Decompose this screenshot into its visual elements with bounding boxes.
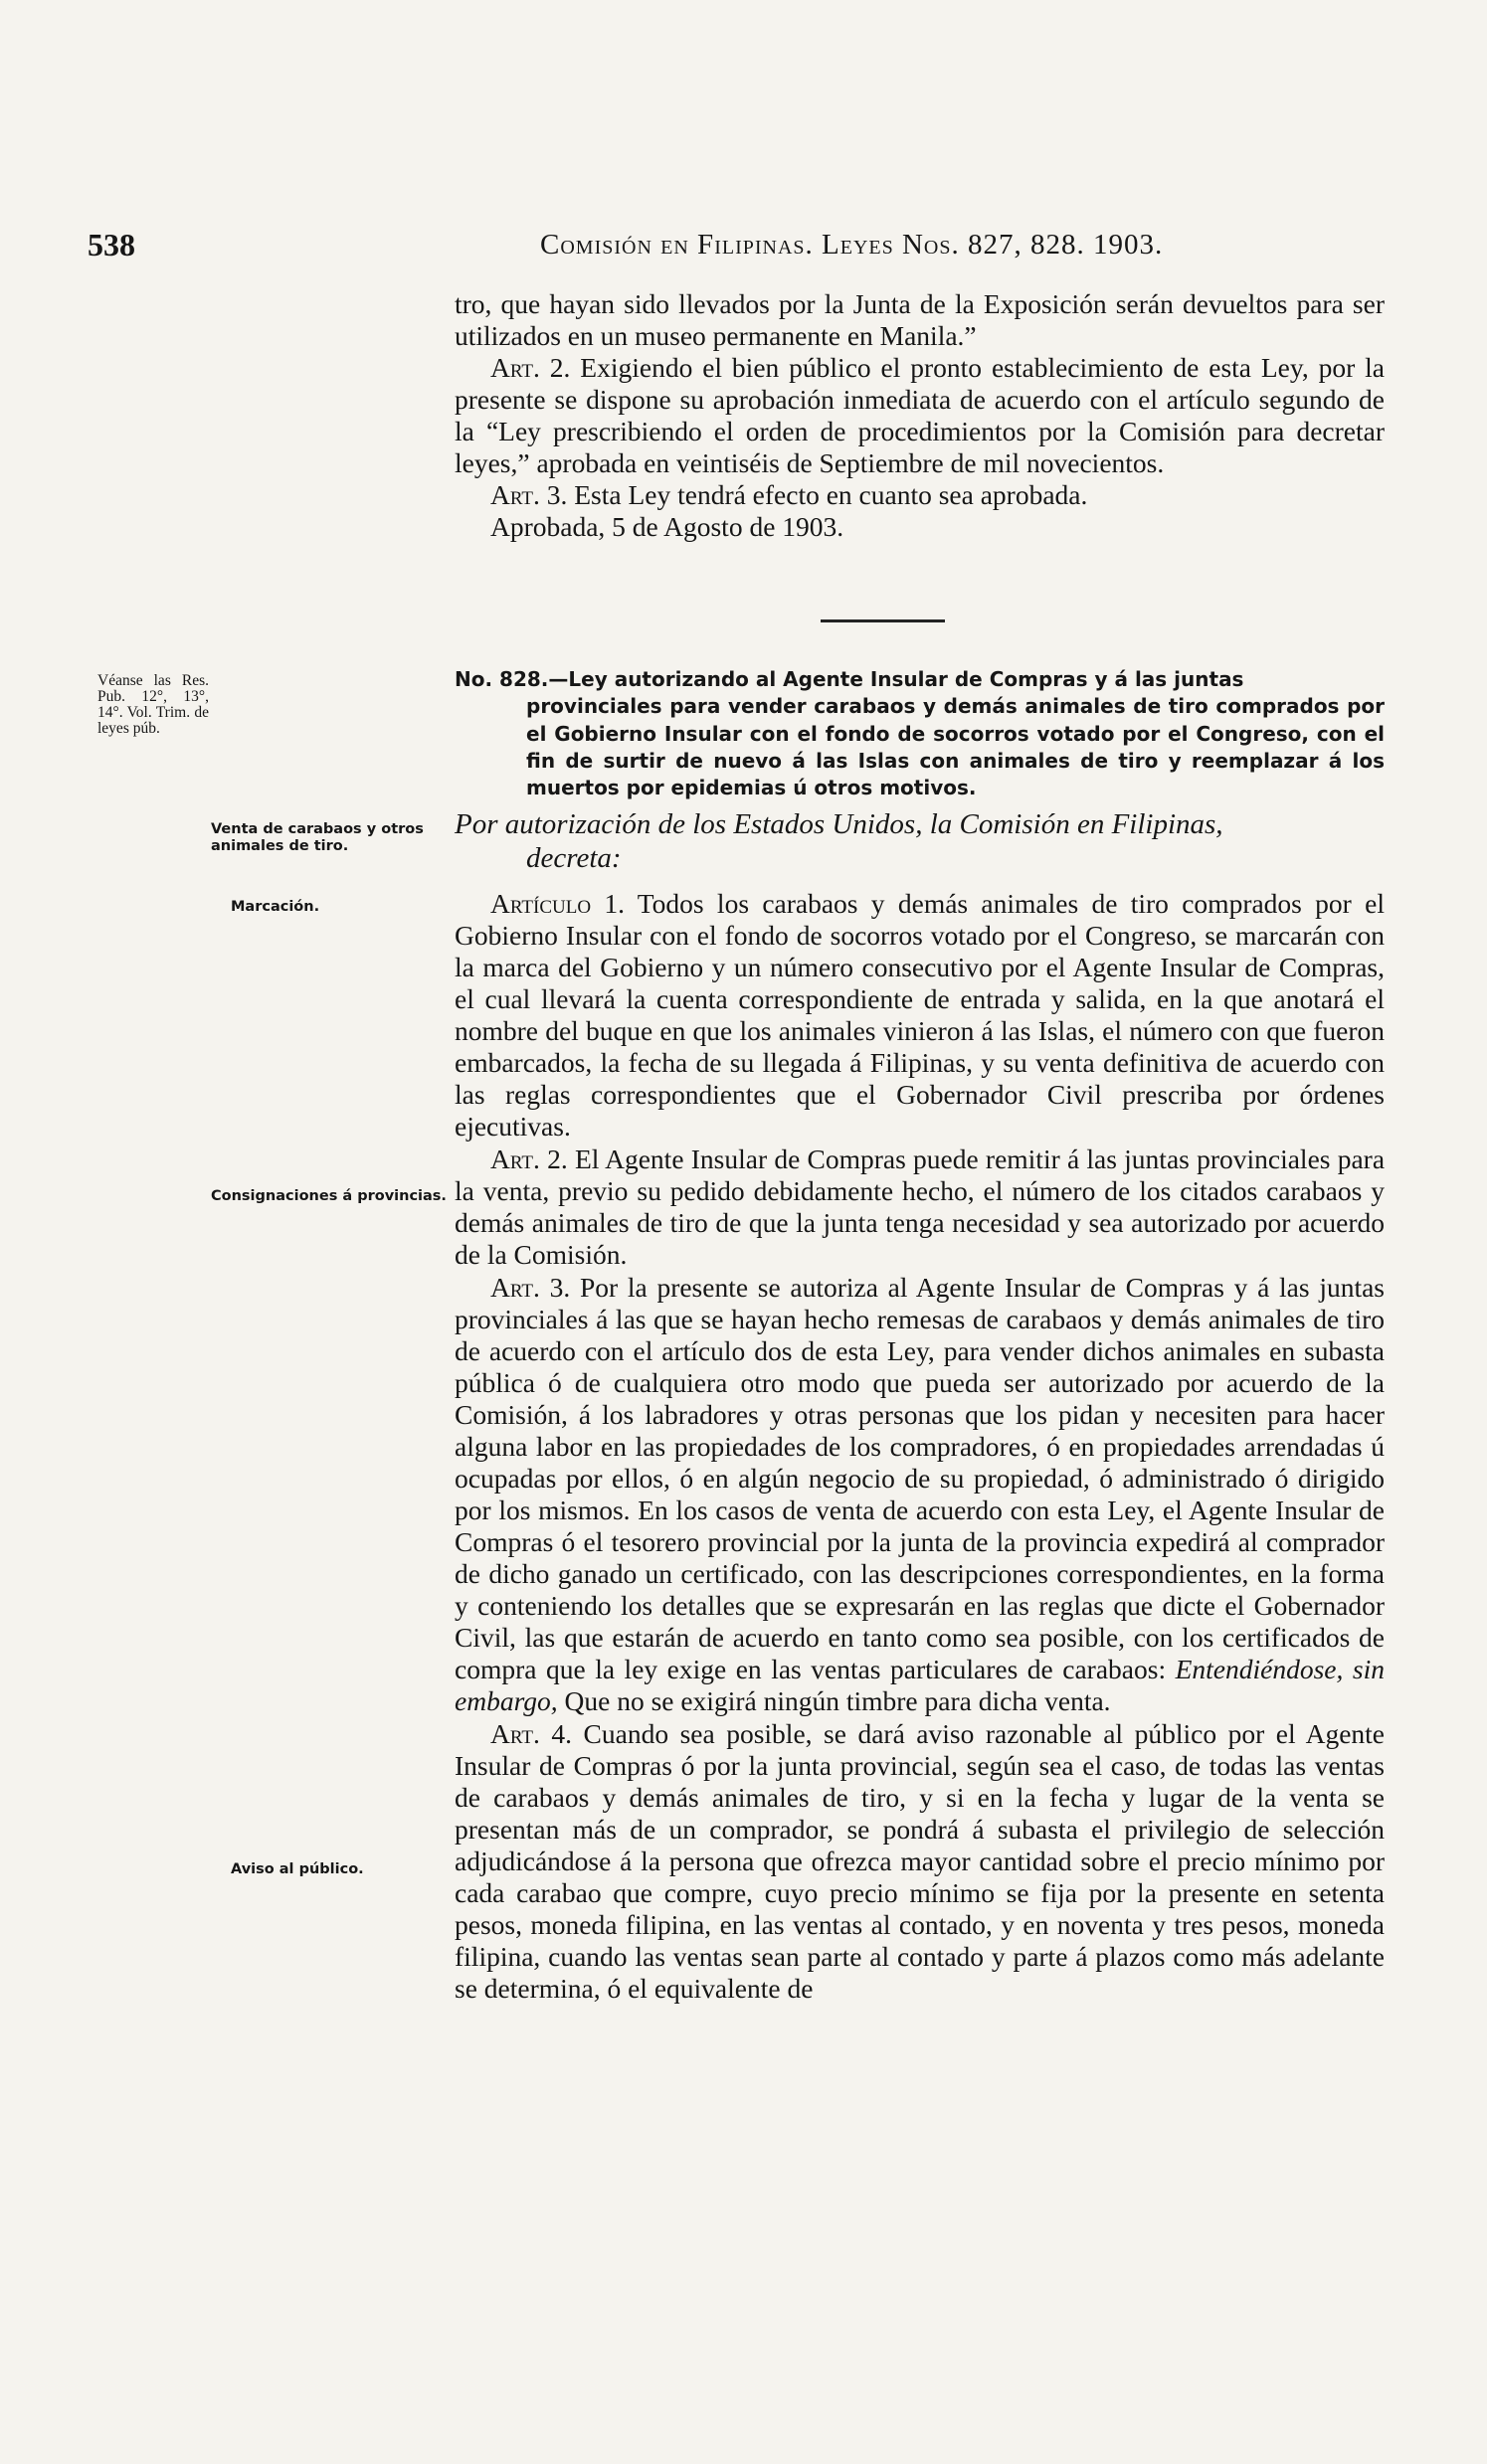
law-articles (455, 888, 1385, 2006)
margin-note-marking: Marcación. (231, 899, 320, 915)
page-number: 538 (88, 227, 135, 263)
article-text: Todos los carabaos y demás animales de tiro comprados por el Gobierno Insular con el fondo de socorros votado por el Congreso, se marcarán con la marca del Gobierno y un número consecutivo por el Agente Insular de Compras, el cual llevará la cuenta correspondiente de entrada y salida, en la que anotará el nombre del buque en que los animales vinieron á las Islas, el número con que fueron embarcados, la fecha de su llegada á Filipinas, y su venta definitiva de acuerdo con las reglas correspondientes que el Gobernador Civil prescriba por órdenes ejecutivas. (455, 888, 1385, 1142)
enacting-line-2: decreta: (526, 842, 622, 874)
article-label: Art. 2. (490, 1144, 568, 1174)
article-2 (455, 1144, 1385, 1271)
article-3 (455, 1272, 1385, 1717)
carryover-article-3 (455, 479, 1385, 511)
section-divider (821, 619, 945, 622)
proviso-text: Que no se exigirá ningún timbre para dicha venta. (564, 1685, 1111, 1716)
article-text: El Agente Insular de Compras puede remitir á las juntas provinciales para la venta, previo su pedido debidamente hecho, el número de los citados carabaos y demás animales de tiro de que la junta tenga necesidad y sea autorizado por acuerdo de la Comisión. (455, 1144, 1386, 1270)
page-header (88, 227, 1321, 270)
article-label: Art. 3. (490, 479, 568, 510)
law-title-rest: provinciales para vender carabaos y demás animales de tiro comprados por el Gobierno Insular con el fondo de socorros votado por el Congreso, con el fin de surtir de nuevo á las Islas con animales de tiro y reemplazar á los muertos por epidemias ú otros motivos. (526, 694, 1385, 800)
proviso: Entendiéndose, sin embargo, (455, 1654, 1385, 1716)
article-label: Art. 3. (490, 1272, 571, 1303)
enacting-clause (455, 807, 1385, 875)
article-label: Art. 4. (490, 1718, 573, 1749)
article-text: Por la presente se autoriza al Agente Insular de Compras y á las juntas provinciales á las que se hayan hecho remesas de carabaos y demás animales de tiro de acuerdo con el artículo dos de esta Ley, para vender dichos animales en subasta pública ó de cualquiera otro modo que pueda ser autorizado por acuerdo de la Comisión, á los labradores y otras personas que los pidan y necesiten para hacer alguna labor en las propiedades de los compradores, ó en propiedades arrendadas ú ocupadas por ellos, ó en algún negocio de su propiedad, ó administrado ó dirigido por los mismos. En los casos de venta de acuerdo con esta Ley, el Agente Insular de Compras ó el tesorero provincial por la junta de la provincia expedirá al comprador de dicho ganado un certificado, con las descripciones correspondientes, en la forma y conteniendo los detalles que se expresarán en las reglas que dicte el Gobernador Civil, las que estarán de acuerdo en tanto como sea posible, con los certificados de compra que la ley exige en las ventas particulares de carabaos: (455, 1272, 1386, 1684)
carryover-article-2 (455, 352, 1385, 479)
law-title (455, 666, 1385, 801)
margin-note-public-notice: Aviso al público. (231, 1861, 364, 1877)
article-4 (455, 1718, 1385, 2005)
approval-date: Aprobada, 5 de Agosto de 1903. (490, 511, 844, 542)
law-title-first-line: —Ley autorizando al Agente Insular de Compras y á las juntas (548, 667, 1244, 691)
carryover-paragraph: tro, que hayan sido llevados por la Junta de la Exposición serán devueltos para ser utilizados en un museo permanente en Manila.” (455, 288, 1385, 351)
margin-note-sale: Venta de carabaos y otros animales de tiro. (211, 821, 424, 854)
article-label: Art. 2. (490, 352, 571, 383)
law-number: No. 828. (455, 667, 549, 691)
article-text: Esta Ley tendrá efecto en cuanto sea aprobada. (574, 479, 1088, 510)
margin-note-references: Véanse las Res. Pub. 12°, 13°, 14°. Vol. Trim. de leyes púb. (97, 672, 209, 737)
article-1 (455, 888, 1385, 1143)
article-label: Artículo 1. (490, 888, 625, 919)
previous-law-conclusion (455, 288, 1385, 543)
running-head: Comisión en Filipinas. Leyes Nos. 827, 828. 1903. (540, 229, 1164, 261)
margin-note-consignments: Consignaciones á provincias. (211, 1188, 447, 1204)
enacting-line-1: Por autorización de los Estados Unidos, la Comisión en Filipinas, (455, 808, 1223, 840)
article-text: Exigiendo el bien público el pronto establecimiento de esta Ley, por la presente se dispone su aprobación inmediata de acuerdo con el artículo segundo de la “Ley prescribiendo el orden de procedimientos por la Comisión para decretar leyes,” aprobada en veintiséis de Septiembre de mil novecientos. (455, 352, 1385, 478)
article-text: Cuando sea posible, se dará aviso razonable al público por el Agente Insular de Compras ó por la junta provincial, según sea el caso, de todas las ventas de carabaos y demás animales de tiro, y si en la fecha y lugar de la venta se presentan más de un comprador, se pondrá á subasta el privilegio de selección adjudicándose á la persona que ofrezca mayor cantidad sobre el precio mínimo por cada carabao que compre, cuyo precio mínimo se fija por la presente en setenta pesos, moneda filipina, en las ventas al contado, y en noventa y tres pesos, moneda filipina, cuando las ventas sean parte al contado y parte á plazos como más adelante se determina, ó el equivalente de (455, 1718, 1386, 2004)
